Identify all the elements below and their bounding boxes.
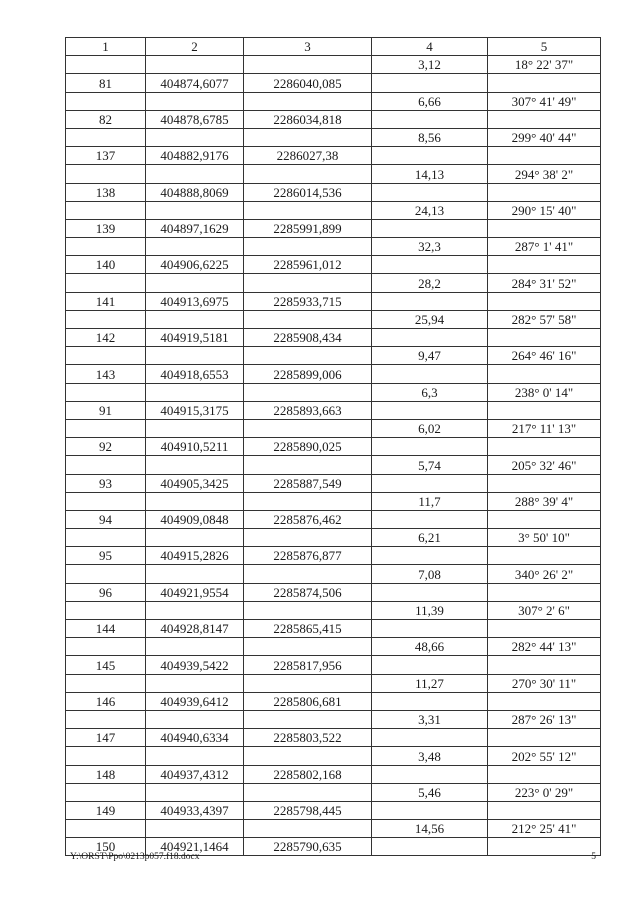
point-number-cell: 139 xyxy=(66,219,146,237)
point-number-cell: 81 xyxy=(66,74,146,92)
x-coordinate-cell xyxy=(146,674,244,692)
point-number-cell xyxy=(66,347,146,365)
x-coordinate-cell: 404906,6225 xyxy=(146,256,244,274)
x-coordinate-cell xyxy=(146,820,244,838)
bearing-cell: 264° 46' 16" xyxy=(488,347,601,365)
table-row xyxy=(66,729,601,747)
bearing-cell xyxy=(488,401,601,419)
point-number-cell xyxy=(66,56,146,74)
y-coordinate-cell xyxy=(244,310,372,328)
point-number-cell: 91 xyxy=(66,401,146,419)
x-coordinate-cell xyxy=(146,783,244,801)
y-coordinate-cell: 2285806,681 xyxy=(244,692,372,710)
table-row xyxy=(66,292,601,310)
distance-cell xyxy=(372,401,488,419)
point-number-cell xyxy=(66,674,146,692)
y-coordinate-cell: 2285890,025 xyxy=(244,438,372,456)
x-coordinate-cell: 404909,0848 xyxy=(146,510,244,528)
point-number-cell: 93 xyxy=(66,474,146,492)
y-coordinate-cell: 2285899,006 xyxy=(244,365,372,383)
bearing-cell: 294° 38' 2" xyxy=(488,165,601,183)
bearing-cell: 307° 2' 6" xyxy=(488,601,601,619)
y-coordinate-cell xyxy=(244,601,372,619)
distance-cell: 28,2 xyxy=(372,274,488,292)
bearing-cell xyxy=(488,438,601,456)
distance-cell xyxy=(372,329,488,347)
y-coordinate-cell xyxy=(244,492,372,510)
point-number-cell xyxy=(66,529,146,547)
bearing-cell xyxy=(488,219,601,237)
x-coordinate-cell: 404915,2826 xyxy=(146,547,244,565)
y-coordinate-cell: 2285802,168 xyxy=(244,765,372,783)
bearing-cell xyxy=(488,583,601,601)
bearing-cell xyxy=(488,838,601,856)
x-coordinate-cell: 404921,9554 xyxy=(146,583,244,601)
table-row xyxy=(66,238,601,256)
point-number-cell: 82 xyxy=(66,110,146,128)
x-coordinate-cell: 404937,4312 xyxy=(146,765,244,783)
x-coordinate-cell xyxy=(146,201,244,219)
bearing-cell xyxy=(488,620,601,638)
table-row xyxy=(66,747,601,765)
y-coordinate-cell xyxy=(244,747,372,765)
bearing-cell: 212° 25' 41" xyxy=(488,820,601,838)
point-number-cell: 142 xyxy=(66,329,146,347)
x-coordinate-cell: 404940,6334 xyxy=(146,729,244,747)
point-number-cell: 143 xyxy=(66,365,146,383)
distance-cell xyxy=(372,365,488,383)
point-number-cell: 145 xyxy=(66,656,146,674)
table-body xyxy=(66,56,601,856)
x-coordinate-cell xyxy=(146,747,244,765)
column-header: 1 xyxy=(66,38,146,56)
table-row xyxy=(66,492,601,510)
bearing-cell xyxy=(488,110,601,128)
table-row xyxy=(66,419,601,437)
table-row xyxy=(66,92,601,110)
bearing-cell xyxy=(488,692,601,710)
bearing-cell: 284° 31' 52" xyxy=(488,274,601,292)
distance-cell xyxy=(372,256,488,274)
y-coordinate-cell xyxy=(244,820,372,838)
point-number-cell: 138 xyxy=(66,183,146,201)
point-number-cell xyxy=(66,783,146,801)
y-coordinate-cell xyxy=(244,56,372,74)
y-coordinate-cell xyxy=(244,238,372,256)
table-row xyxy=(66,219,601,237)
point-number-cell: 96 xyxy=(66,583,146,601)
y-coordinate-cell: 2286040,085 xyxy=(244,74,372,92)
distance-cell: 9,47 xyxy=(372,347,488,365)
y-coordinate-cell: 2285817,956 xyxy=(244,656,372,674)
bearing-cell xyxy=(488,765,601,783)
table-row xyxy=(66,692,601,710)
x-coordinate-cell: 404897,1629 xyxy=(146,219,244,237)
table-row xyxy=(66,820,601,838)
y-coordinate-cell xyxy=(244,710,372,728)
x-coordinate-cell: 404939,5422 xyxy=(146,656,244,674)
table-row xyxy=(66,183,601,201)
distance-cell: 25,94 xyxy=(372,310,488,328)
table-header-row xyxy=(66,38,601,56)
point-number-cell: 146 xyxy=(66,692,146,710)
point-number-cell xyxy=(66,820,146,838)
x-coordinate-cell xyxy=(146,419,244,437)
point-number-cell xyxy=(66,419,146,437)
bearing-cell: 238° 0' 14" xyxy=(488,383,601,401)
y-coordinate-cell: 2285887,549 xyxy=(244,474,372,492)
table-row xyxy=(66,147,601,165)
y-coordinate-cell xyxy=(244,347,372,365)
table-row xyxy=(66,383,601,401)
table-row xyxy=(66,547,601,565)
column-header: 3 xyxy=(244,38,372,56)
x-coordinate-cell xyxy=(146,601,244,619)
distance-cell xyxy=(372,801,488,819)
y-coordinate-cell xyxy=(244,274,372,292)
bearing-cell: 282° 57' 58" xyxy=(488,310,601,328)
distance-cell: 32,3 xyxy=(372,238,488,256)
x-coordinate-cell xyxy=(146,165,244,183)
table-row xyxy=(66,201,601,219)
x-coordinate-cell xyxy=(146,383,244,401)
table-row xyxy=(66,510,601,528)
x-coordinate-cell xyxy=(146,128,244,146)
distance-cell: 24,13 xyxy=(372,201,488,219)
point-number-cell xyxy=(66,238,146,256)
distance-cell: 6,3 xyxy=(372,383,488,401)
x-coordinate-cell xyxy=(146,56,244,74)
distance-cell xyxy=(372,183,488,201)
distance-cell xyxy=(372,583,488,601)
x-coordinate-cell: 404921,1464 xyxy=(146,838,244,856)
x-coordinate-cell xyxy=(146,638,244,656)
table-row xyxy=(66,565,601,583)
bearing-cell: 287° 26' 13" xyxy=(488,710,601,728)
y-coordinate-cell xyxy=(244,383,372,401)
bearing-cell: 290° 15' 40" xyxy=(488,201,601,219)
table-row xyxy=(66,765,601,783)
bearing-cell xyxy=(488,329,601,347)
table-row xyxy=(66,310,601,328)
footer-file-path: Y:\ORST\Ppo\0213p057.f18.docx xyxy=(70,852,200,862)
bearing-cell xyxy=(488,729,601,747)
x-coordinate-cell: 404878,6785 xyxy=(146,110,244,128)
point-number-cell: 92 xyxy=(66,438,146,456)
point-number-cell xyxy=(66,274,146,292)
distance-cell xyxy=(372,765,488,783)
x-coordinate-cell: 404933,4397 xyxy=(146,801,244,819)
y-coordinate-cell: 2285798,445 xyxy=(244,801,372,819)
bearing-cell: 287° 1' 41" xyxy=(488,238,601,256)
distance-cell: 48,66 xyxy=(372,638,488,656)
y-coordinate-cell xyxy=(244,165,372,183)
x-coordinate-cell: 404928,8147 xyxy=(146,620,244,638)
bearing-cell xyxy=(488,474,601,492)
y-coordinate-cell xyxy=(244,128,372,146)
bearing-cell xyxy=(488,365,601,383)
table-row xyxy=(66,438,601,456)
distance-cell xyxy=(372,620,488,638)
x-coordinate-cell: 404888,8069 xyxy=(146,183,244,201)
point-number-cell xyxy=(66,747,146,765)
table-row xyxy=(66,365,601,383)
y-coordinate-cell xyxy=(244,674,372,692)
distance-cell: 11,39 xyxy=(372,601,488,619)
y-coordinate-cell: 2285876,462 xyxy=(244,510,372,528)
y-coordinate-cell: 2286014,536 xyxy=(244,183,372,201)
table-row xyxy=(66,601,601,619)
bearing-cell: 282° 44' 13" xyxy=(488,638,601,656)
x-coordinate-cell: 404919,5181 xyxy=(146,329,244,347)
bearing-cell xyxy=(488,547,601,565)
distance-cell: 14,13 xyxy=(372,165,488,183)
distance-cell xyxy=(372,510,488,528)
point-number-cell xyxy=(66,565,146,583)
bearing-cell: 307° 41' 49" xyxy=(488,92,601,110)
table-row xyxy=(66,74,601,92)
bearing-cell: 270° 30' 11" xyxy=(488,674,601,692)
y-coordinate-cell: 2285876,877 xyxy=(244,547,372,565)
point-number-cell: 141 xyxy=(66,292,146,310)
distance-cell xyxy=(372,147,488,165)
x-coordinate-cell xyxy=(146,710,244,728)
x-coordinate-cell: 404905,3425 xyxy=(146,474,244,492)
point-number-cell xyxy=(66,128,146,146)
x-coordinate-cell xyxy=(146,456,244,474)
distance-cell: 6,21 xyxy=(372,529,488,547)
distance-cell: 7,08 xyxy=(372,565,488,583)
bearing-cell xyxy=(488,801,601,819)
x-coordinate-cell xyxy=(146,274,244,292)
x-coordinate-cell xyxy=(146,529,244,547)
x-coordinate-cell: 404915,3175 xyxy=(146,401,244,419)
table-row xyxy=(66,128,601,146)
bearing-cell: 202° 55' 12" xyxy=(488,747,601,765)
bearing-cell xyxy=(488,74,601,92)
table-row xyxy=(66,456,601,474)
point-number-cell xyxy=(66,92,146,110)
point-number-cell xyxy=(66,710,146,728)
distance-cell xyxy=(372,656,488,674)
table-row xyxy=(66,710,601,728)
coordinates-table xyxy=(65,37,601,856)
distance-cell: 6,66 xyxy=(372,92,488,110)
point-number-cell xyxy=(66,492,146,510)
y-coordinate-cell: 2285991,899 xyxy=(244,219,372,237)
bearing-cell xyxy=(488,656,601,674)
distance-cell xyxy=(372,110,488,128)
table-row xyxy=(66,583,601,601)
x-coordinate-cell: 404939,6412 xyxy=(146,692,244,710)
point-number-cell: 144 xyxy=(66,620,146,638)
distance-cell: 3,12 xyxy=(372,56,488,74)
point-number-cell xyxy=(66,383,146,401)
column-header: 4 xyxy=(372,38,488,56)
column-header: 5 xyxy=(488,38,601,56)
table-row xyxy=(66,801,601,819)
y-coordinate-cell xyxy=(244,565,372,583)
table-row xyxy=(66,56,601,74)
bearing-cell xyxy=(488,292,601,310)
table-row xyxy=(66,329,601,347)
y-coordinate-cell xyxy=(244,783,372,801)
point-number-cell xyxy=(66,456,146,474)
page-number: 5 xyxy=(591,852,596,862)
distance-cell xyxy=(372,729,488,747)
bearing-cell: 288° 39' 4" xyxy=(488,492,601,510)
y-coordinate-cell xyxy=(244,456,372,474)
distance-cell xyxy=(372,474,488,492)
x-coordinate-cell: 404882,9176 xyxy=(146,147,244,165)
bearing-cell xyxy=(488,183,601,201)
point-number-cell: 140 xyxy=(66,256,146,274)
y-coordinate-cell xyxy=(244,419,372,437)
table-row xyxy=(66,474,601,492)
point-number-cell xyxy=(66,201,146,219)
table-row xyxy=(66,783,601,801)
point-number-cell: 149 xyxy=(66,801,146,819)
bearing-cell: 3° 50' 10" xyxy=(488,529,601,547)
x-coordinate-cell xyxy=(146,565,244,583)
table-row xyxy=(66,529,601,547)
x-coordinate-cell xyxy=(146,92,244,110)
bearing-cell: 223° 0' 29" xyxy=(488,783,601,801)
table-row xyxy=(66,256,601,274)
table-row xyxy=(66,638,601,656)
point-number-cell: 148 xyxy=(66,765,146,783)
distance-cell: 5,46 xyxy=(372,783,488,801)
y-coordinate-cell: 2285961,012 xyxy=(244,256,372,274)
y-coordinate-cell: 2285790,635 xyxy=(244,838,372,856)
table-row xyxy=(66,110,601,128)
distance-cell: 14,56 xyxy=(372,820,488,838)
y-coordinate-cell: 2285803,522 xyxy=(244,729,372,747)
point-number-cell: 94 xyxy=(66,510,146,528)
distance-cell xyxy=(372,547,488,565)
x-coordinate-cell: 404913,6975 xyxy=(146,292,244,310)
y-coordinate-cell xyxy=(244,92,372,110)
point-number-cell: 95 xyxy=(66,547,146,565)
table-row xyxy=(66,620,601,638)
point-number-cell: 137 xyxy=(66,147,146,165)
distance-cell: 5,74 xyxy=(372,456,488,474)
distance-cell: 11,7 xyxy=(372,492,488,510)
bearing-cell xyxy=(488,256,601,274)
x-coordinate-cell xyxy=(146,238,244,256)
x-coordinate-cell: 404918,6553 xyxy=(146,365,244,383)
distance-cell: 8,56 xyxy=(372,128,488,146)
table-row xyxy=(66,165,601,183)
x-coordinate-cell xyxy=(146,347,244,365)
point-number-cell xyxy=(66,165,146,183)
y-coordinate-cell: 2285874,506 xyxy=(244,583,372,601)
distance-cell xyxy=(372,438,488,456)
distance-cell xyxy=(372,838,488,856)
table-row xyxy=(66,347,601,365)
y-coordinate-cell xyxy=(244,529,372,547)
y-coordinate-cell: 2285908,434 xyxy=(244,329,372,347)
distance-cell xyxy=(372,692,488,710)
x-coordinate-cell xyxy=(146,492,244,510)
y-coordinate-cell: 2286027,38 xyxy=(244,147,372,165)
y-coordinate-cell xyxy=(244,638,372,656)
table-row xyxy=(66,401,601,419)
point-number-cell xyxy=(66,638,146,656)
y-coordinate-cell xyxy=(244,201,372,219)
bearing-cell xyxy=(488,147,601,165)
table-row xyxy=(66,274,601,292)
distance-cell xyxy=(372,74,488,92)
bearing-cell: 340° 26' 2" xyxy=(488,565,601,583)
column-header: 2 xyxy=(146,38,244,56)
point-number-cell xyxy=(66,601,146,619)
distance-cell xyxy=(372,292,488,310)
y-coordinate-cell: 2285865,415 xyxy=(244,620,372,638)
point-number-cell: 150 xyxy=(66,838,146,856)
y-coordinate-cell: 2286034,818 xyxy=(244,110,372,128)
distance-cell: 11,27 xyxy=(372,674,488,692)
y-coordinate-cell: 2285933,715 xyxy=(244,292,372,310)
bearing-cell: 205° 32' 46" xyxy=(488,456,601,474)
bearing-cell: 217° 11' 13" xyxy=(488,419,601,437)
point-number-cell: 147 xyxy=(66,729,146,747)
distance-cell: 6,02 xyxy=(372,419,488,437)
distance-cell: 3,48 xyxy=(372,747,488,765)
x-coordinate-cell: 404910,5211 xyxy=(146,438,244,456)
point-number-cell xyxy=(66,310,146,328)
distance-cell xyxy=(372,219,488,237)
y-coordinate-cell: 2285893,663 xyxy=(244,401,372,419)
bearing-cell: 18° 22' 37" xyxy=(488,56,601,74)
x-coordinate-cell: 404874,6077 xyxy=(146,74,244,92)
bearing-cell: 299° 40' 44" xyxy=(488,128,601,146)
bearing-cell xyxy=(488,510,601,528)
x-coordinate-cell xyxy=(146,310,244,328)
distance-cell: 3,31 xyxy=(372,710,488,728)
table-row xyxy=(66,674,601,692)
table-row xyxy=(66,656,601,674)
